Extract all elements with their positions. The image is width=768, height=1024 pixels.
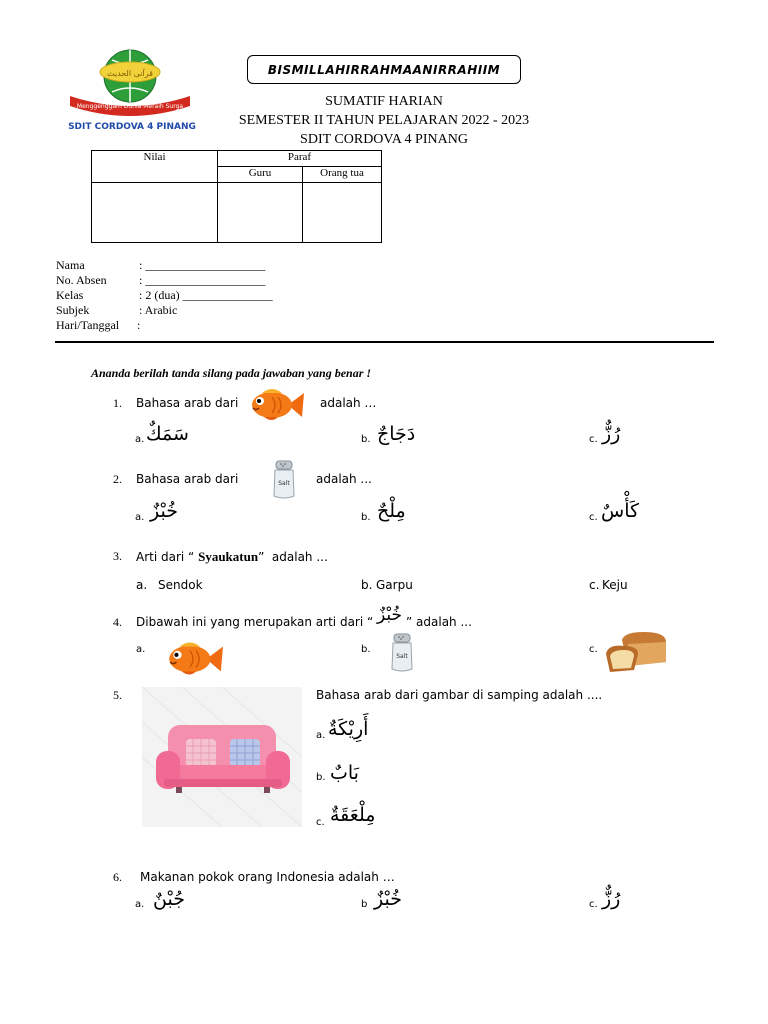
option-b[interactable]: دَجَاجٌ xyxy=(377,423,416,445)
svg-text:Salt: Salt xyxy=(278,480,290,487)
option-b[interactable]: خُبْزٌ xyxy=(374,888,402,910)
option-b[interactable]: مِلْحٌ xyxy=(377,500,406,522)
question-text: Dibawah ini yang merupakan arti dari “ xyxy=(136,615,374,629)
option-c[interactable]: رُزٌّ xyxy=(602,423,621,445)
sofa-image xyxy=(142,687,302,827)
option-letter: b. xyxy=(361,578,373,592)
option-letter: b. xyxy=(316,772,326,783)
question-number: 2. xyxy=(113,472,122,486)
divider xyxy=(55,341,714,343)
option-a[interactable]: سَمَكٌ xyxy=(146,423,189,445)
question-number: 6. xyxy=(113,870,122,884)
option-c[interactable]: Keju xyxy=(602,578,628,592)
option-letter: c. xyxy=(589,644,598,655)
option-a[interactable]: Sendok xyxy=(158,578,203,592)
doc-semester: SEMESTER II TAHUN PELAJARAN 2022 - 2023 xyxy=(238,113,530,128)
instruction: Ananda berilah tanda silang pada jawaban yang benar ! xyxy=(91,366,372,380)
option-letter: a. xyxy=(136,644,146,655)
question-text: Bahasa arab dari xyxy=(136,396,239,410)
score-table xyxy=(91,150,382,243)
option-letter: b xyxy=(361,899,368,910)
question-text: Bahasa arab dari gambar di samping adalah .... xyxy=(316,688,603,702)
doc-school: SDIT CORDOVA 4 PINANG xyxy=(300,132,468,147)
option-letter: c. xyxy=(589,512,598,523)
identity-label: Hari/Tanggal xyxy=(56,318,120,332)
identity-label: No. Absen xyxy=(56,273,107,287)
svg-text:قرآنى الحديث: قرآنى الحديث xyxy=(106,69,154,78)
identity-label: Nama xyxy=(56,258,85,272)
question-arabic-word: خُبْزٌ xyxy=(377,605,403,625)
nilai-cell[interactable] xyxy=(92,183,218,243)
bismillah-banner: BISMILLAHIRRAHMAANIRRAHIIM xyxy=(247,55,521,84)
identity-value[interactable]: : ____________________ xyxy=(139,273,266,287)
option-a[interactable]: أَرِيْكَةٌ xyxy=(328,718,369,740)
option-a-fish-icon[interactable] xyxy=(163,640,225,678)
paraf-header: Paraf xyxy=(218,151,382,167)
option-a[interactable]: جُبْنٌ xyxy=(153,888,185,910)
option-letter: a. xyxy=(135,899,145,910)
option-letter: c. xyxy=(316,817,325,828)
option-b-salt-shaker-icon[interactable] xyxy=(390,633,414,673)
option-letter: a. xyxy=(135,512,145,523)
identity-value[interactable]: : ____________________ xyxy=(139,258,266,272)
question-number: 3. xyxy=(113,549,122,563)
svg-text:Salt: Salt xyxy=(396,653,408,660)
option-letter: b. xyxy=(361,644,371,655)
question-number: 1. xyxy=(113,396,122,410)
question-text: Bahasa arab dari xyxy=(136,472,239,486)
option-letter: c. xyxy=(589,434,598,445)
option-letter: a. xyxy=(316,730,326,741)
identity-label: Subjek xyxy=(56,303,90,317)
salt-shaker-icon xyxy=(272,460,296,500)
question-text: ” adalah ... xyxy=(406,615,472,629)
orang-tua-header: Orang tua xyxy=(303,167,382,183)
option-letter: b. xyxy=(361,434,371,445)
option-letter: b. xyxy=(361,512,371,523)
option-c-bread-icon[interactable] xyxy=(604,632,668,674)
guru-sign-cell[interactable] xyxy=(218,183,303,243)
option-c[interactable]: كَأْسٌ xyxy=(601,500,640,522)
svg-text:SDIT CORDOVA 4 PINANG: SDIT CORDOVA 4 PINANG xyxy=(68,122,196,132)
option-c[interactable]: مِلْعَقَةٌ xyxy=(330,804,376,826)
nilai-header: Nilai xyxy=(92,151,218,183)
identity-label: Kelas xyxy=(56,288,84,302)
identity-value[interactable]: : xyxy=(137,318,141,332)
question-text: Makanan pokok orang Indonesia adalah … xyxy=(140,870,395,884)
doc-title: SUMATIF HARIAN xyxy=(325,94,443,109)
option-b[interactable]: بَابٌ xyxy=(330,762,359,784)
option-c[interactable]: رُزٌّ xyxy=(602,888,621,910)
identity-value[interactable]: : 2 (dua) _______________ xyxy=(139,288,273,302)
question-number: 4. xyxy=(113,615,122,629)
identity-value: : Arabic xyxy=(139,303,178,317)
question-text: adalah ... xyxy=(316,472,372,486)
question-text: adalah … xyxy=(320,396,377,410)
option-letter: a. xyxy=(135,434,145,445)
question-number: 5. xyxy=(113,688,122,702)
option-b[interactable]: Garpu xyxy=(376,578,413,592)
option-letter: c. xyxy=(589,578,600,592)
option-a[interactable]: خُبْزٌ xyxy=(150,500,178,522)
orang-tua-sign-cell[interactable] xyxy=(303,183,382,243)
question-text: Arti dari “ Syaukatun” adalah ... xyxy=(136,549,328,564)
fish-icon xyxy=(246,387,306,423)
svg-text:Menggenggam Dunia Meraih Surga: Menggenggam Dunia Meraih Surga xyxy=(76,103,184,110)
guru-header: Guru xyxy=(218,167,303,183)
option-letter: a. xyxy=(136,578,148,592)
option-letter: c. xyxy=(589,899,598,910)
